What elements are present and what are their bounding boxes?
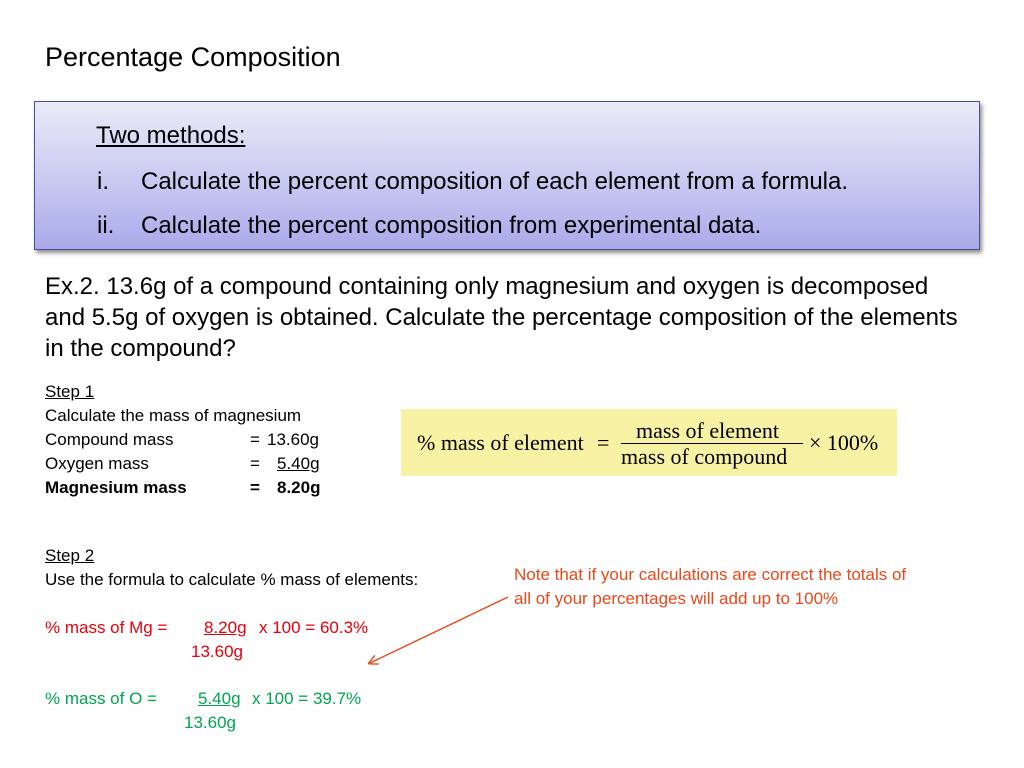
formula-lhs: % mass of element [417, 430, 584, 455]
compound-mass-equals: = [250, 430, 260, 449]
example-problem: Ex.2. 13.6g of a compound containing only magnesium and oxygen is decomposed and 5.5g of oxygen is obtained. Calculate the percentage composition of the elements in the compound? [45, 273, 958, 362]
methods-heading: Two methods: [96, 122, 246, 149]
compound-mass-value: 13.60g [267, 430, 319, 449]
oxygen-mass-equals: = [250, 454, 260, 473]
o-percent-prefix: % mass of O = [45, 689, 157, 708]
method-1-number: i. [97, 168, 109, 195]
formula-denominator: mass of compound [621, 444, 788, 469]
mg-percent-result: x 100 = 60.3% [259, 618, 369, 637]
slide-title: Percentage Composition [45, 42, 341, 72]
formula-equals: = [597, 430, 610, 455]
note-text: Note that if your calculations are correct the totals of all of your percentages will add up to 100% [514, 565, 907, 608]
step2-heading: Step 2 [45, 546, 95, 565]
magnesium-mass-equals: = [250, 478, 260, 497]
o-percent-numerator: 5.40g [198, 689, 241, 708]
mg-percent-prefix: % mass of Mg = [45, 618, 168, 637]
o-percent-result: x 100 = 39.7% [252, 689, 362, 708]
magnesium-mass-label: Magnesium mass [45, 478, 187, 497]
step1-heading: Step 1 [45, 382, 95, 401]
o-percent-denominator: 13.60g [184, 713, 236, 732]
step2-description: Use the formula to calculate % mass of elements: [45, 570, 419, 589]
mg-percent-numerator: 8.20g [204, 618, 247, 637]
formula-multiplier: × 100% [809, 430, 879, 455]
oxygen-mass-value: 5.40g [277, 454, 320, 473]
formula-numerator: mass of element [636, 418, 779, 443]
step1-description: Calculate the mass of magnesium [45, 406, 302, 425]
mg-percent-denominator: 13.60g [191, 642, 243, 661]
oxygen-mass-label: Oxygen mass [45, 454, 149, 473]
compound-mass-label: Compound mass [45, 430, 174, 449]
method-2-number: ii. [97, 212, 115, 239]
method-2-text: Calculate the percent composition from experimental data. [141, 212, 762, 239]
magnesium-mass-value: 8.20g [277, 478, 321, 497]
method-1-text: Calculate the percent composition of each element from a formula. [141, 168, 849, 195]
